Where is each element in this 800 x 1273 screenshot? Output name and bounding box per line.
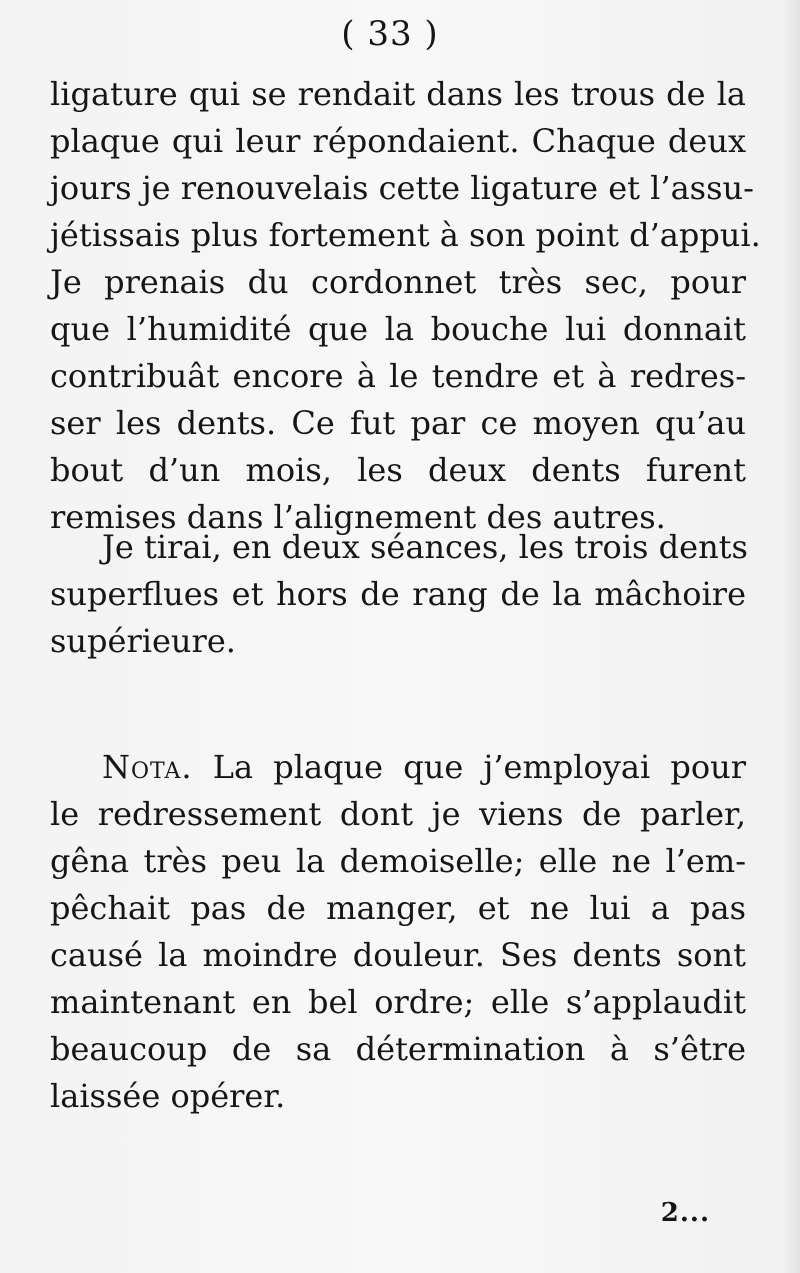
text-line: Je tirai, en deux séances, les trois dents bbox=[102, 528, 748, 566]
text-line: Je prenais du cordonnet très sec, pour bbox=[50, 263, 746, 301]
text-line: le redressement dont je viens de parler, bbox=[50, 795, 746, 833]
text-line: bout d’un mois, les deux dents furent bbox=[50, 451, 746, 489]
text-line: supérieure. bbox=[50, 622, 236, 660]
text-line: que l’humidité que la bouche lui donnait bbox=[50, 310, 746, 348]
text-line: maintenant en bel ordre; elle s’applaudit bbox=[50, 983, 746, 1021]
text-line: ser les dents. Ce fut par ce moyen qu’au bbox=[50, 404, 746, 442]
text-line: laissée opérer. bbox=[50, 1077, 286, 1115]
signature-mark: 2... bbox=[660, 1198, 710, 1228]
paragraph-extraction bbox=[50, 524, 746, 665]
text-line: superflues et hors de rang de la mâchoire bbox=[50, 575, 746, 613]
text-line: beaucoup de sa détermination à s’être bbox=[50, 1030, 746, 1068]
text-line: jétissais plus fortement à son point d’appui. bbox=[50, 216, 761, 254]
text-line-rest: La plaque que j’employai pour bbox=[192, 748, 746, 786]
page-edge-shadow bbox=[784, 0, 800, 1273]
text-line: contribuât encore à le tendre et à redres- bbox=[50, 357, 746, 395]
paragraph-nota bbox=[50, 744, 746, 1120]
text-line: jours je renouvelais cette ligature et l’assu- bbox=[50, 169, 754, 207]
text-line: gêna très peu la demoiselle; elle ne l’em- bbox=[50, 842, 746, 880]
nota-label: Nota. bbox=[102, 748, 193, 786]
text-line: remises dans l’alignement des autres. bbox=[50, 498, 666, 536]
paragraph-ligature bbox=[50, 71, 761, 541]
text-line bbox=[50, 744, 746, 791]
text-line: causé la moindre douleur. Ses dents sont bbox=[50, 936, 746, 974]
text-line: ligature qui se rendait dans les trous de la bbox=[50, 75, 746, 113]
text-line: pêchait pas de manger, et ne lui a pas bbox=[50, 889, 746, 927]
page-number: ( 33 ) bbox=[341, 14, 439, 54]
text-line: plaque qui leur répondaient. Chaque deux bbox=[50, 122, 746, 160]
